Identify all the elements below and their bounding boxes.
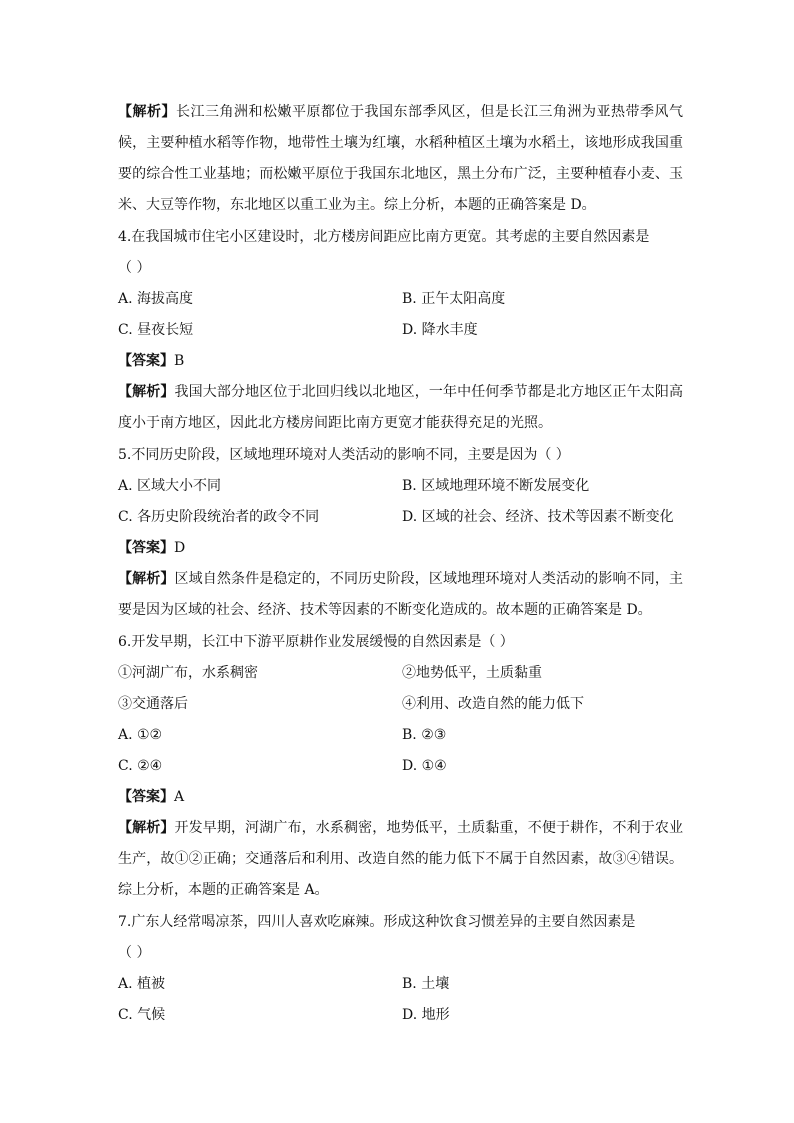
q6-item-1: ①河湖广布，水系稠密: [118, 665, 258, 681]
q6-analysis-text: 开发早期，河湖广布，水系稠密，地势低平，土质黏重，不便于耕作，不利于农业生产，故①②正确；交通落后和利用、改造自然的能力低下不属于自然因素，故③④错误。综上分析，本题的正确答案是 A。: [118, 820, 684, 898]
q3-analysis-text: 长江三角洲和松嫩平原都位于我国东部季风区，但是长江三角洲为亚热带季风气候，主要种植水稻等作物，地带性土壤为红壤，水稻种植区土壤为水稻土，该地形成我国重要的综合性工业基地；而松嫩平原位于我国东北地区，黑土分布广泛，主要种植春小麦、玉米、大豆等作物，东北地区以重工业为主。综上分析，本题的正确答案是 D。: [118, 104, 683, 213]
q4-option-a[interactable]: A. 海拔高度: [118, 291, 194, 307]
q6-option-c[interactable]: C. ②④: [118, 758, 163, 774]
q7-option-d[interactable]: D. 地形: [402, 1007, 450, 1023]
q6-answer-value: A: [174, 789, 185, 805]
q6-answer: [118, 782, 683, 813]
q5-analysis: [118, 564, 683, 626]
q4-option-c[interactable]: C. 昼夜长短: [118, 322, 194, 338]
q7-stem-bracket: （ ）: [118, 945, 151, 961]
q5-answer: [118, 533, 683, 564]
q5-options-row-1: [118, 471, 683, 502]
q7-option-b[interactable]: B. 土壤: [402, 976, 450, 992]
q6-stem: 6.开发早期，长江中下游平原耕作业发展缓慢的自然因素是（ ）: [118, 634, 514, 650]
q6-analysis: [118, 813, 683, 906]
q6-options-row-1: [118, 720, 683, 751]
answer-tag: 【答案】: [118, 789, 174, 805]
analysis-tag: 【解析】: [118, 384, 175, 400]
q6-option-a[interactable]: A. ①②: [118, 727, 163, 743]
q5-option-b[interactable]: B. 区域地理环境不断发展变化: [402, 478, 590, 494]
q4-stem-bracket: （ ）: [118, 260, 151, 276]
q6-option-b[interactable]: B. ②③: [402, 727, 447, 743]
q4-analysis: [118, 377, 683, 439]
q7-option-c[interactable]: C. 气候: [118, 1007, 166, 1023]
analysis-tag: 【解析】: [118, 571, 175, 587]
q3-analysis: [118, 97, 683, 221]
q6-item-4: ④利用、改造自然的能力低下: [402, 696, 584, 712]
q4-stem: 4.在我国城市住宅小区建设时，北方楼房间距应比南方更宽。其考虑的主要自然因素是: [118, 229, 650, 245]
answer-tag: 【答案】: [118, 353, 174, 369]
q6-options-row-2: [118, 751, 683, 782]
q5-stem: 5.不同历史阶段，区域地理环境对人类活动的影响不同，主要是因为（ ）: [118, 447, 570, 463]
q4-analysis-text: 我国大部分地区位于北回归线以北地区，一年中任何季节都是北方地区正午太阳高度小于南方地区，因此北方楼房间距比南方更宽才能获得充足的光照。: [118, 384, 684, 431]
analysis-tag: 【解析】: [118, 820, 175, 836]
answer-tag: 【答案】: [118, 540, 174, 556]
q4-option-d[interactable]: D. 降水丰度: [402, 322, 478, 338]
q7-options-row-1: [118, 969, 683, 1000]
analysis-tag: 【解析】: [118, 104, 176, 120]
q4-answer-value: B: [174, 353, 185, 369]
q4-answer: [118, 346, 683, 377]
q7-stem: 7.广东人经常喝凉茶，四川人喜欢吃麻辣。形成这种饮食习惯差异的主要自然因素是: [118, 914, 636, 930]
q4-options-row-2: [118, 315, 683, 346]
q6-items-row-2: [118, 689, 683, 720]
q7-option-a[interactable]: A. 植被: [118, 976, 166, 992]
q4-options-row-1: [118, 284, 683, 315]
q6-items-row-1: [118, 658, 683, 689]
q5-options-row-2: [118, 502, 683, 533]
q7-options-row-2: [118, 1000, 683, 1031]
q5-option-a[interactable]: A. 区域大小不同: [118, 478, 222, 494]
q5-option-c[interactable]: C. 各历史阶段统治者的政令不同: [118, 509, 320, 525]
q5-answer-value: D: [174, 540, 186, 556]
q6-item-2: ②地势低平，土质黏重: [402, 665, 542, 681]
q6-option-d[interactable]: D. ①④: [402, 758, 447, 774]
q5-analysis-text: 区域自然条件是稳定的，不同历史阶段，区域地理环境对人类活动的影响不同，主要是因为区域的社会、经济、技术等因素的不断变化造成的。故本题的正确答案是 D。: [118, 571, 684, 618]
q5-option-d[interactable]: D. 区域的社会、经济、技术等因素不断变化: [402, 509, 674, 525]
q4-option-b[interactable]: B. 正午太阳高度: [402, 291, 506, 307]
q6-item-3: ③交通落后: [118, 696, 188, 712]
